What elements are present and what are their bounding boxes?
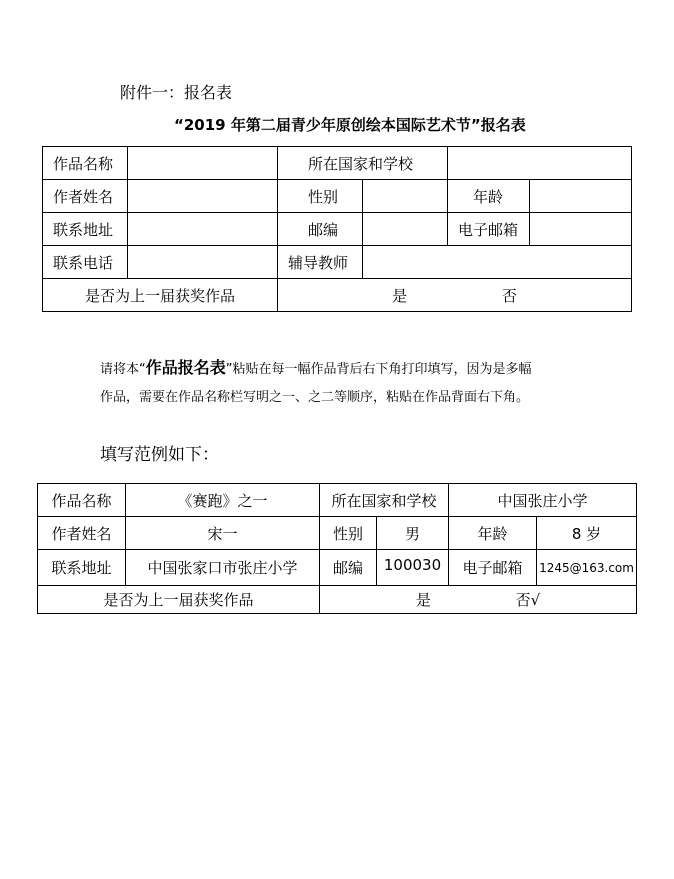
phone-label: 联系电话 [43, 246, 128, 279]
example-prev-award-label: 是否为上一届获奖作品 [38, 586, 320, 614]
address-label: 联系地址 [43, 213, 128, 246]
teacher-label: 辅导教师 [278, 246, 363, 279]
table-row [38, 550, 637, 586]
postcode-field[interactable] [363, 213, 448, 246]
phone-field[interactable] [128, 246, 278, 279]
instructions-line-2: 作品，需要在作品名称栏写明之一、之二等顺序，粘贴在作品背面右下角。 [100, 390, 530, 405]
example-prev-award-choice [320, 586, 637, 614]
attachment-title: 附件一：报名表 [120, 83, 233, 102]
form-name-emphasis: 作品报名表 [145, 358, 226, 377]
table-row [43, 213, 632, 246]
yes-option[interactable]: 是 [392, 286, 408, 305]
example-address: 中国张家口市张庄小学 [126, 550, 320, 586]
example-author-label: 作者姓名 [38, 517, 126, 550]
table-row [43, 147, 632, 180]
table-row [38, 517, 637, 550]
example-gender-label: 性别 [320, 517, 377, 550]
instructions-line-1: 请将本“作品报名表”粘贴在每一幅作品背后右下角打印填写，因为是多幅 [100, 358, 532, 377]
prev-award-label: 是否为上一届获奖作品 [43, 279, 278, 312]
example-no-option: 否√ [515, 591, 541, 609]
table-row [38, 484, 637, 517]
example-postcode: 100030 [377, 550, 449, 586]
gender-field[interactable] [363, 180, 448, 213]
address-field[interactable] [128, 213, 278, 246]
country-school-label: 所在国家和学校 [278, 147, 448, 180]
example-heading: 填写范例如下： [100, 445, 219, 465]
example-age: 8 岁 [537, 517, 637, 550]
registration-form-table [42, 146, 632, 312]
no-option[interactable]: 否 [501, 286, 517, 305]
table-row [38, 586, 637, 614]
instructions [100, 354, 600, 412]
country-school-field[interactable] [448, 147, 632, 180]
table-row [43, 246, 632, 279]
example-email-label: 电子邮箱 [449, 550, 537, 586]
author-field[interactable] [128, 180, 278, 213]
example-email: 1245@163.com [537, 550, 637, 586]
teacher-field[interactable] [363, 246, 632, 279]
form-title: “2019 年第二届青少年原创绘本国际艺术节”报名表 [174, 116, 526, 134]
author-label: 作者姓名 [43, 180, 128, 213]
example-yes-option: 是 [415, 591, 431, 609]
work-name-label: 作品名称 [43, 147, 128, 180]
email-label: 电子邮箱 [448, 213, 530, 246]
example-gender: 男 [377, 517, 449, 550]
example-work-name: 《赛跑》之一 [126, 484, 320, 517]
gender-label: 性别 [278, 180, 363, 213]
example-work-name-label: 作品名称 [38, 484, 126, 517]
age-label: 年龄 [448, 180, 530, 213]
example-country-school: 中国张庄小学 [449, 484, 637, 517]
example-postcode-label: 邮编 [320, 550, 377, 586]
example-form-table [37, 483, 637, 614]
example-country-school-label: 所在国家和学校 [320, 484, 449, 517]
age-field[interactable] [530, 180, 632, 213]
table-row [43, 279, 632, 312]
prev-award-choice[interactable] [278, 279, 632, 312]
postcode-label: 邮编 [278, 213, 363, 246]
example-author: 宋一 [126, 517, 320, 550]
example-address-label: 联系地址 [38, 550, 126, 586]
email-field[interactable] [530, 213, 632, 246]
table-row [43, 180, 632, 213]
work-name-field[interactable] [128, 147, 278, 180]
example-age-label: 年龄 [449, 517, 537, 550]
